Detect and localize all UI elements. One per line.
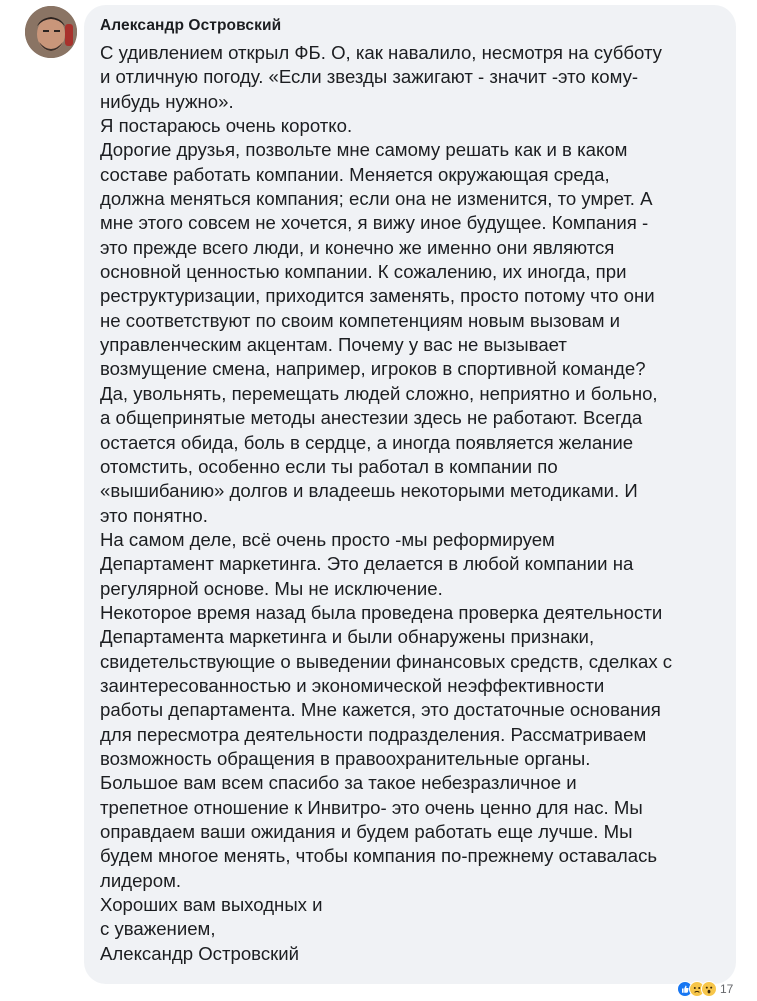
comment-text-line: На самом деле, всё очень просто -мы реформируем <box>100 528 555 550</box>
reactions-count: 17 <box>720 982 734 996</box>
comment-text-line: составе работать компании. Меняется окружающая среда, <box>100 163 610 185</box>
comment-text-line: Александр Островский <box>100 942 300 964</box>
comment-text-line: Да, увольнять, перемещать людей сложно, неприятно и больно, <box>100 382 658 404</box>
comment-bubble <box>84 5 736 984</box>
comment-text-line: и отличную погоду. «Если звезды зажигают - значит -это кому- <box>100 66 639 88</box>
comment-text-line: основной ценностью компании. К сожалению, их иногда, при <box>100 261 627 283</box>
comment-text-line: Некоторое время назад была проведена проверка деятельности <box>100 601 663 623</box>
comment-text-line: Департамент маркетинга. Это делается в любой компании на <box>100 553 634 575</box>
comment-text-line: Департамента маркетинга и были обнаружены признаки, <box>100 626 595 648</box>
comment-text-line: возмущение смена, например, игроков в спортивной команде? <box>100 358 646 380</box>
comment-text-line: свидетельствующие о выведении финансовых средств, сделках с <box>100 650 673 672</box>
comment-text-line: должна меняться компания; если она не изменится, то умрет. А <box>100 188 653 210</box>
comment-text-line: это понятно. <box>100 504 208 526</box>
comment-text-line: оправдаем ваши ожидания и будем работать еще лучше. Мы <box>100 821 633 842</box>
comment-text-line: управленческим акцентам. Почему у вас не вызывает <box>100 334 567 356</box>
comment-text-line: Хороших вам выходных и <box>100 894 323 916</box>
comment-text-line: трепетное отношение к Инвитро- это очень ценно для нас. Мы <box>100 796 643 818</box>
comment-body <box>100 41 718 966</box>
comment-author-name[interactable]: Александр Островский <box>100 17 282 34</box>
comment-text-line: «вышибанию» долгов и владеешь некоторыми методиками. И <box>100 480 638 502</box>
comment-text-line: Я постараюсь очень коротко. <box>100 115 353 137</box>
comment-text-line: для пересмотра деятельности подразделения. Рассматриваем <box>100 723 647 745</box>
comment-text-line: лидером. <box>100 869 182 891</box>
comment-text-line: реструктуризации, приходится заменять, просто потому что они <box>100 285 655 307</box>
comment-text-line: будем многое менять, чтобы компания по-прежнему оставалась <box>100 845 658 867</box>
comment-text-line: отомстить, особенно если ты работал в компании по <box>100 455 558 477</box>
comment-text-line: регулярной основе. Мы не исключение. <box>100 577 443 599</box>
comment-text-line: мне этого совсем не хочется, я вижу иное будущее. Компания - <box>100 212 649 234</box>
comment-text-line: С удивлением открыл ФБ. О, как навалило, несмотря на субботу <box>100 42 662 63</box>
author-avatar[interactable] <box>25 6 77 58</box>
comment-text-line: Большое вам всем спасибо за такое небезразличное и <box>100 772 577 794</box>
comment-text-line: возможность обращения в правоохранительные органы. <box>100 747 591 769</box>
comment-text-line: это прежде всего люди, и конечно же именно они являются <box>100 236 615 258</box>
comment-text-line: нибудь нужно». <box>100 90 234 112</box>
comment-text-line: не соответствуют по своим компетенциям новым вызовам и <box>100 309 621 331</box>
wow-icon <box>701 981 717 997</box>
comment-text-line: заинтересованностью и экономической неэффективности <box>100 674 605 696</box>
comment-text-line: а общепринятые методы анестезии здесь не работают. Всегда <box>100 407 643 429</box>
comment-text-line: остается обида, боль в сердце, а иногда появляется желание <box>100 431 634 453</box>
comment-text-line: работы департамента. Мне кажется, это достаточные основания <box>100 699 661 721</box>
avatar-image <box>25 6 77 58</box>
comment-text-line: Дорогие друзья, позвольте мне самому решать как и в каком <box>100 139 628 161</box>
comment-text-line: с уважением, <box>100 918 216 940</box>
